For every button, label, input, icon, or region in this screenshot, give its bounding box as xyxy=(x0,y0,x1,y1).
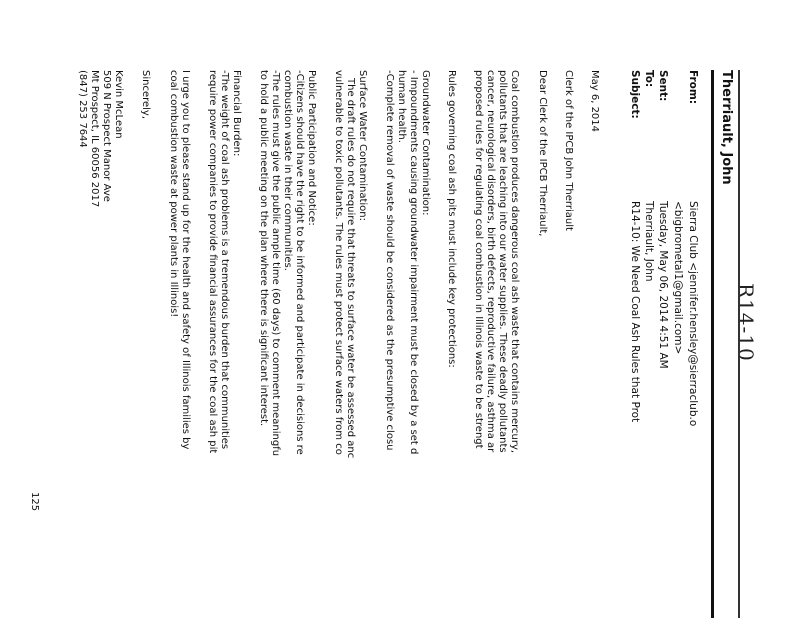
letter-date: May 6, 2014 xyxy=(589,70,600,133)
closing-line: I urge you to please stand up for the health and safety of Illinois families by xyxy=(180,70,191,450)
signature-name: Kevin McLean xyxy=(113,70,124,139)
rules-intro: Rules governing coal ash pits must include key protections: xyxy=(446,70,457,368)
sent-label: Sent: xyxy=(657,70,669,102)
to-value: Therriault, John xyxy=(643,201,655,282)
signature-city: Mt Prospect, IL 60056 2017 xyxy=(89,70,100,208)
subject-value: R14-10: We Need Coal Ash Rules that Prot xyxy=(629,201,641,423)
sign-off: Sincerely, xyxy=(140,70,151,120)
surface-line: The draft rules do not require that threats to surface water be assessed anc xyxy=(345,78,356,459)
from-value: Sierra Club <jennifer.hensley@sierraclub.o xyxy=(687,201,699,427)
sent-value: Tuesday, May 06, 2014 4:51 AM xyxy=(657,201,669,369)
surface-line: vulnerable to toxic pollutants. The rules must protect surface waters from co xyxy=(333,70,344,455)
intro-line: Coal combustion produces dangerous coal ash waste that contains mercury, xyxy=(509,70,520,454)
recipient-line: Clerk of the IPCB John Therriault xyxy=(563,70,574,231)
salutation: Dear Clerk of the IPCB Therriault, xyxy=(537,70,548,237)
financial-line: require power companies to provide financial assurances for the coal ash pit xyxy=(207,70,218,454)
docket-number: R14-10 xyxy=(734,283,758,362)
financial-heading: Financial Burden: xyxy=(231,70,242,157)
groundwater-line: -Complete removal of waste should be considered as the presumptive closu xyxy=(384,70,395,451)
intro-line: proposed rules for regulating coal combustion in Illinois waste to be strengt xyxy=(473,70,484,449)
sender-name: Therriault, John xyxy=(719,70,734,185)
header-divider xyxy=(711,70,714,618)
from-value-continued: <bigbrometal1@gmail.com> xyxy=(672,201,684,355)
participation-line: combustion waste in their communities. xyxy=(282,70,293,271)
signature-phone: (847) 253 7644 xyxy=(77,70,88,148)
top-divider xyxy=(738,70,740,618)
from-label: From: xyxy=(687,70,699,105)
to-label: To: xyxy=(643,70,655,88)
closing-line: coal combustion waste at power plants in Illinois! xyxy=(168,70,179,318)
financial-line: -The weight of coal ash problems is a tremendous burden that communities xyxy=(219,70,230,450)
participation-heading: Public Participation and Notice: xyxy=(306,70,317,226)
page-number: 125 xyxy=(29,492,40,512)
participation-line: to hold a public meeting on the plan where there is significant interest. xyxy=(258,70,269,427)
signature-address: 509 N Prospect Manor Ave xyxy=(101,70,112,202)
intro-line: cancer, neurological disorders, birth defects, reproductive failure, asthma ar xyxy=(485,70,496,453)
subject-label: Subject: xyxy=(629,70,641,119)
intro-line: pollutants that are leaching into our water supplies. These deadly pollutants xyxy=(497,70,508,453)
surface-heading: Surface Water Contamination: xyxy=(357,70,368,222)
groundwater-line: human health. xyxy=(396,70,407,143)
groundwater-heading: Groundwater Contamination: xyxy=(420,70,431,216)
participation-line: -Citizens should have the right to be informed and participate in decisions re xyxy=(294,70,305,455)
groundwater-line: - Impoundments causing groundwater impairment must be closed by a set d xyxy=(408,70,419,455)
participation-line: -The rules must give the public ample time (60 days) to comment meaningfu xyxy=(270,70,281,457)
